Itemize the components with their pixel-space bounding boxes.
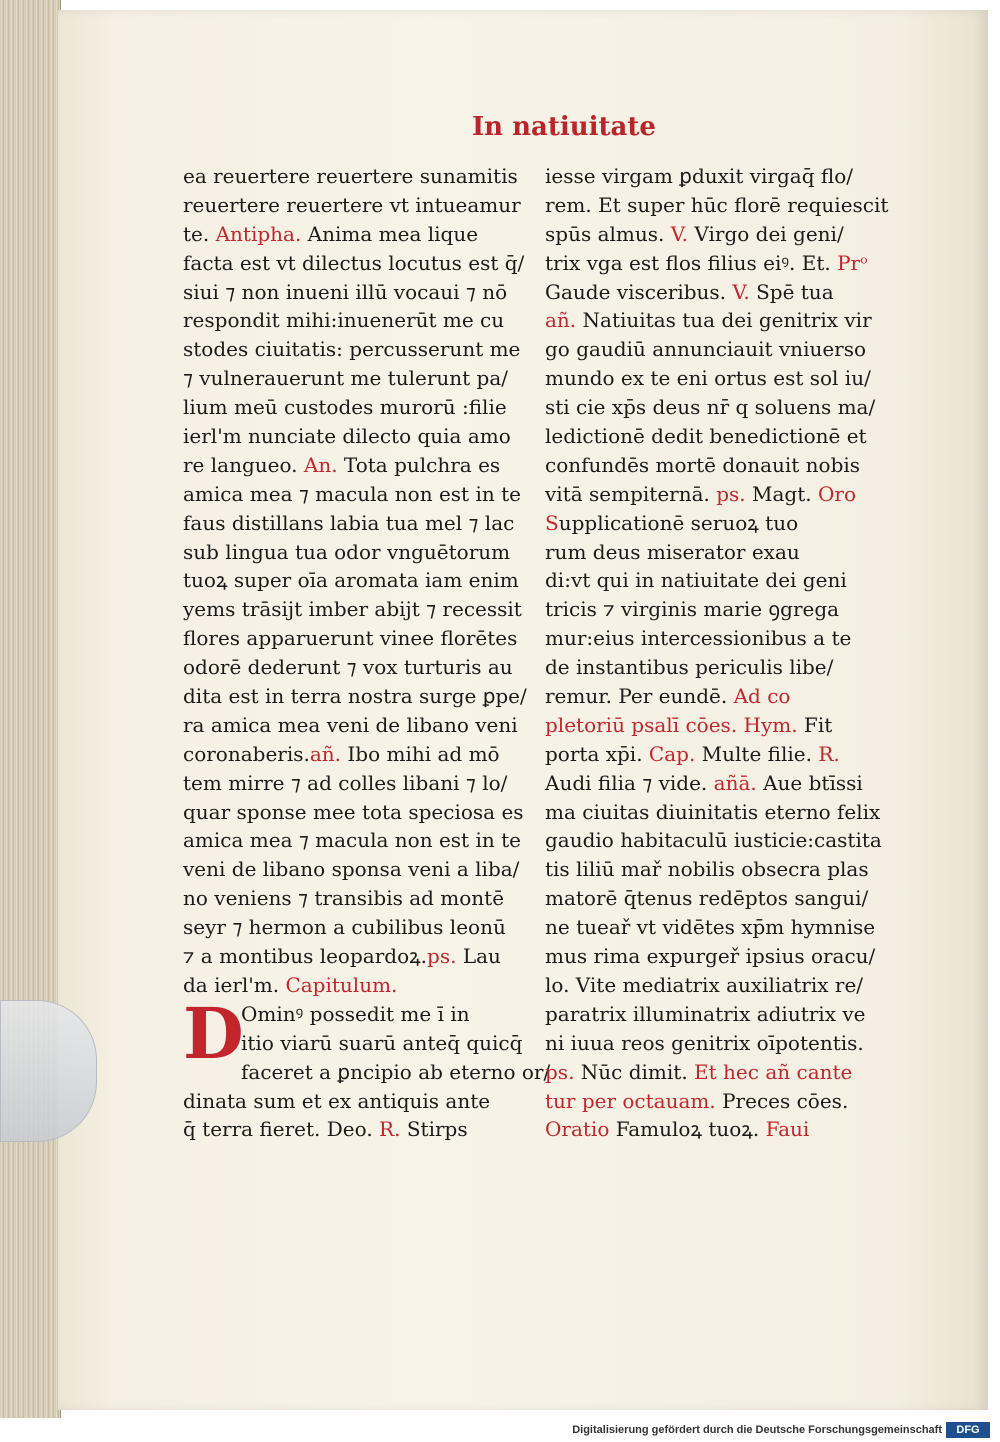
footer-credit: Digitalisierung gefördert durch die Deutsche Forschungsgemeinschaft <box>572 1424 942 1436</box>
text-segment: Audi filia ⁊ vide. <box>545 770 708 795</box>
text-segment: Magt. <box>745 481 812 506</box>
rubric-segment: Oratio <box>545 1117 610 1142</box>
text-line <box>545 740 875 769</box>
rubric-segment: An. <box>303 452 338 477</box>
text-line: sti cie xp̄s deus nr̄ q soluens ma/ <box>545 395 876 420</box>
text-line: dinata sum et ex antiquis ante <box>183 1088 491 1113</box>
rubric-segment: S <box>545 510 559 535</box>
rubric-segment: ps. <box>709 481 746 506</box>
text-segment: Tota pulchra es <box>337 452 501 477</box>
text-line: odorē dederunt ⁊ vox turturis au <box>183 655 513 680</box>
text-line: Ominꝰ possedit me ī in <box>241 1001 470 1026</box>
text-segment: remur. Per eundē. <box>545 684 728 709</box>
text-line: faus distillans labia tua mel ⁊ lac <box>183 510 515 535</box>
text-segment: te. <box>183 221 216 246</box>
rubric-segment: Faui <box>759 1117 810 1142</box>
text-line: ma ciuitas diuinitatis eterno felix <box>545 799 881 824</box>
text-line: rum deus miserator exau <box>545 539 800 564</box>
text-line <box>545 682 875 711</box>
text-segment: Famuloꝝ tuoꝝ. <box>609 1117 760 1142</box>
text-segment: Natiuitas tua dei genitrix vir <box>576 308 872 333</box>
dropcap-block <box>183 991 551 1144</box>
text-line: dita est in terra nostra surge ꝑpe/ <box>183 684 527 709</box>
text-line: respondit mihi:inuenerūt me cu <box>183 308 505 333</box>
text-segment: ⁊ a montibus leopardoꝝ. <box>183 944 428 969</box>
text-line: matorē q̄tenus redēptos sangui/ <box>545 886 869 911</box>
text-line: de instantibus periculis libe/ <box>545 655 834 680</box>
text-line <box>183 971 513 1000</box>
rubric-segment: Capitulum. <box>285 972 398 997</box>
text-segment: re langueo. <box>183 452 304 477</box>
text-line: itio viarū suarū anteq̄ quicq̄ <box>241 1030 523 1055</box>
text-line: tem mirre ⁊ ad colles libani ⁊ lo/ <box>183 770 508 795</box>
rubric-segment: Antipha. <box>215 221 302 246</box>
text-line: ni iuua reos genitrix oīpotentis. <box>545 1030 864 1055</box>
rubric-segment: R. <box>811 741 840 766</box>
text-segment: Spē tua <box>749 279 834 304</box>
text-line: tricis ⁊ virginis marie ꝯgrega <box>545 597 840 622</box>
text-line: sub lingua tua odor vnguētorum <box>183 539 511 564</box>
text-segment: coronaberis. <box>183 741 310 766</box>
text-line: ne tueař vt vidētes xp̄m hymnise <box>545 915 876 940</box>
rubric-segment: ps. <box>545 1059 575 1084</box>
rubric-segment: V. <box>664 221 689 246</box>
running-header: In natiuitate <box>472 112 656 142</box>
text-line <box>183 1115 513 1144</box>
text-line: mundo ex te eni ortus est sol iu/ <box>545 366 871 391</box>
text-line: mur:eius intercessionibus a te <box>545 626 852 651</box>
right-text-column <box>545 162 889 1144</box>
text-line <box>183 942 513 971</box>
text-line <box>545 1087 875 1116</box>
text-line: di:vt qui in natiuitate dei geni <box>545 568 847 593</box>
text-segment: Ibo mihi ad mō <box>341 741 500 766</box>
text-line <box>183 740 513 769</box>
text-segment: Fit <box>797 712 833 737</box>
left-text-column <box>183 162 551 1144</box>
text-line: ra amica mea veni de libano veni <box>183 712 518 737</box>
text-line: paratrix illuminatrix adiutrix ve <box>545 1001 866 1026</box>
rubric-segment: añ. <box>545 308 577 333</box>
text-line: ⁊ vulnerauerunt me tulerunt pa/ <box>183 366 508 391</box>
text-line: amica mea ⁊ macula non est in te <box>183 481 521 506</box>
text-line: tis liliū mař nobilis obsecra plas <box>545 857 869 882</box>
text-line <box>545 249 875 278</box>
text-line <box>545 769 875 798</box>
text-line: gaudio habitaculū iusticie:castita <box>545 828 882 853</box>
text-line: siui ⁊ non inueni illū vocaui ⁊ nō <box>183 279 508 304</box>
text-segment: spūs almus. <box>545 221 665 246</box>
text-line: reuertere reuertere vt intueamur <box>183 192 521 217</box>
text-line <box>183 451 513 480</box>
rubric-segment: añā. <box>707 770 757 795</box>
text-line: go gaudiū annunciauit vniuerso <box>545 337 867 362</box>
text-line: ierl'm nunciate dilecto quia amo <box>183 424 511 449</box>
text-line: tuoꝝ super oīa aromata iam enim <box>183 568 519 593</box>
rubric-segment: Prᵒ <box>830 250 868 275</box>
text-segment: Nūc dimit. <box>574 1059 688 1084</box>
text-line: mus rima expurgeř ipsius oracu/ <box>545 944 876 969</box>
text-line <box>545 509 875 538</box>
text-segment: upplicationē seruoꝝ tuo <box>558 510 799 535</box>
text-line <box>545 711 875 740</box>
text-segment: q̄ terra fieret. Deo. <box>183 1117 373 1142</box>
text-segment: Gaude visceribus. <box>545 279 727 304</box>
text-segment: Lau <box>456 944 501 969</box>
text-segment: Multe filie. <box>695 741 812 766</box>
text-line <box>545 1058 875 1087</box>
text-line <box>545 278 875 307</box>
dfg-logo: DFG <box>946 1422 990 1438</box>
page-clip <box>0 1000 97 1142</box>
text-line: iesse virgam ꝑduxit virgaq̄ flo/ <box>545 164 853 188</box>
rubric-segment: pletoriū psalī cōes. Hym. <box>545 712 798 737</box>
text-line: stodes ciuitatis: percusserunt me <box>183 337 521 362</box>
page-stack-edges <box>0 0 61 1418</box>
text-line <box>183 220 513 249</box>
text-line <box>545 306 875 335</box>
rubric-segment: Oro <box>811 481 856 506</box>
text-line: seyr ⁊ hermon a cubilibus leonū <box>183 915 506 940</box>
text-line: flores apparuerunt vinee florētes <box>183 626 518 651</box>
rubric-segment: ps. <box>427 944 457 969</box>
text-segment: trix vga est flos filius eiꝰ. Et. <box>545 250 831 275</box>
text-line: quar sponse mee tota speciosa es <box>183 799 524 824</box>
text-line: ledictionē dedit benedictionē et <box>545 424 867 449</box>
text-line: rem. Et super hūc florē requiescit <box>545 192 889 217</box>
text-line <box>545 1115 875 1144</box>
text-segment: Stirps <box>400 1117 468 1142</box>
text-line: amica mea ⁊ macula non est in te <box>183 828 521 853</box>
text-segment: da ierl'm. <box>183 972 286 997</box>
drop-initial: D <box>183 991 244 1075</box>
text-line: lium meū custodes murorū :filie <box>183 395 507 420</box>
text-segment: porta xp̄i. <box>545 741 643 766</box>
rubric-segment: Cap. <box>642 741 696 766</box>
text-segment: Aue btīssi <box>756 770 863 795</box>
rubric-segment: Ad co <box>727 684 791 709</box>
rubric-segment: tur per octauam. <box>545 1088 716 1113</box>
text-line: facta est vt dilectus locutus est q̄/ <box>183 250 525 275</box>
text-line: lo. Vite mediatrix auxiliatrix re/ <box>545 972 864 997</box>
text-segment: Preces cōes. <box>715 1088 849 1113</box>
text-segment: Virgo dei geni/ <box>688 221 844 246</box>
rubric-segment: V. <box>726 279 750 304</box>
text-segment: Anima mea lique <box>301 221 479 246</box>
text-line: confundēs mortē donauit nobis <box>545 452 861 477</box>
text-line: veni de libano sponsa veni a liba/ <box>183 857 520 882</box>
text-line: faceret a ꝑncipio ab eterno or/ <box>241 1059 551 1084</box>
rubric-segment: Et hec añ cante <box>687 1059 853 1084</box>
text-line <box>545 480 875 509</box>
text-line: yems trāsijt imber abijt ⁊ recessit <box>183 597 522 622</box>
text-line: ea reuertere reuertere sunamitis <box>183 164 518 188</box>
rubric-segment: añ. <box>309 741 342 766</box>
text-line: no veniens ⁊ transibis ad montē <box>183 886 505 911</box>
text-segment: vitā sempiternā. <box>545 481 710 506</box>
rubric-segment: R. <box>372 1117 401 1142</box>
text-line <box>545 220 875 249</box>
